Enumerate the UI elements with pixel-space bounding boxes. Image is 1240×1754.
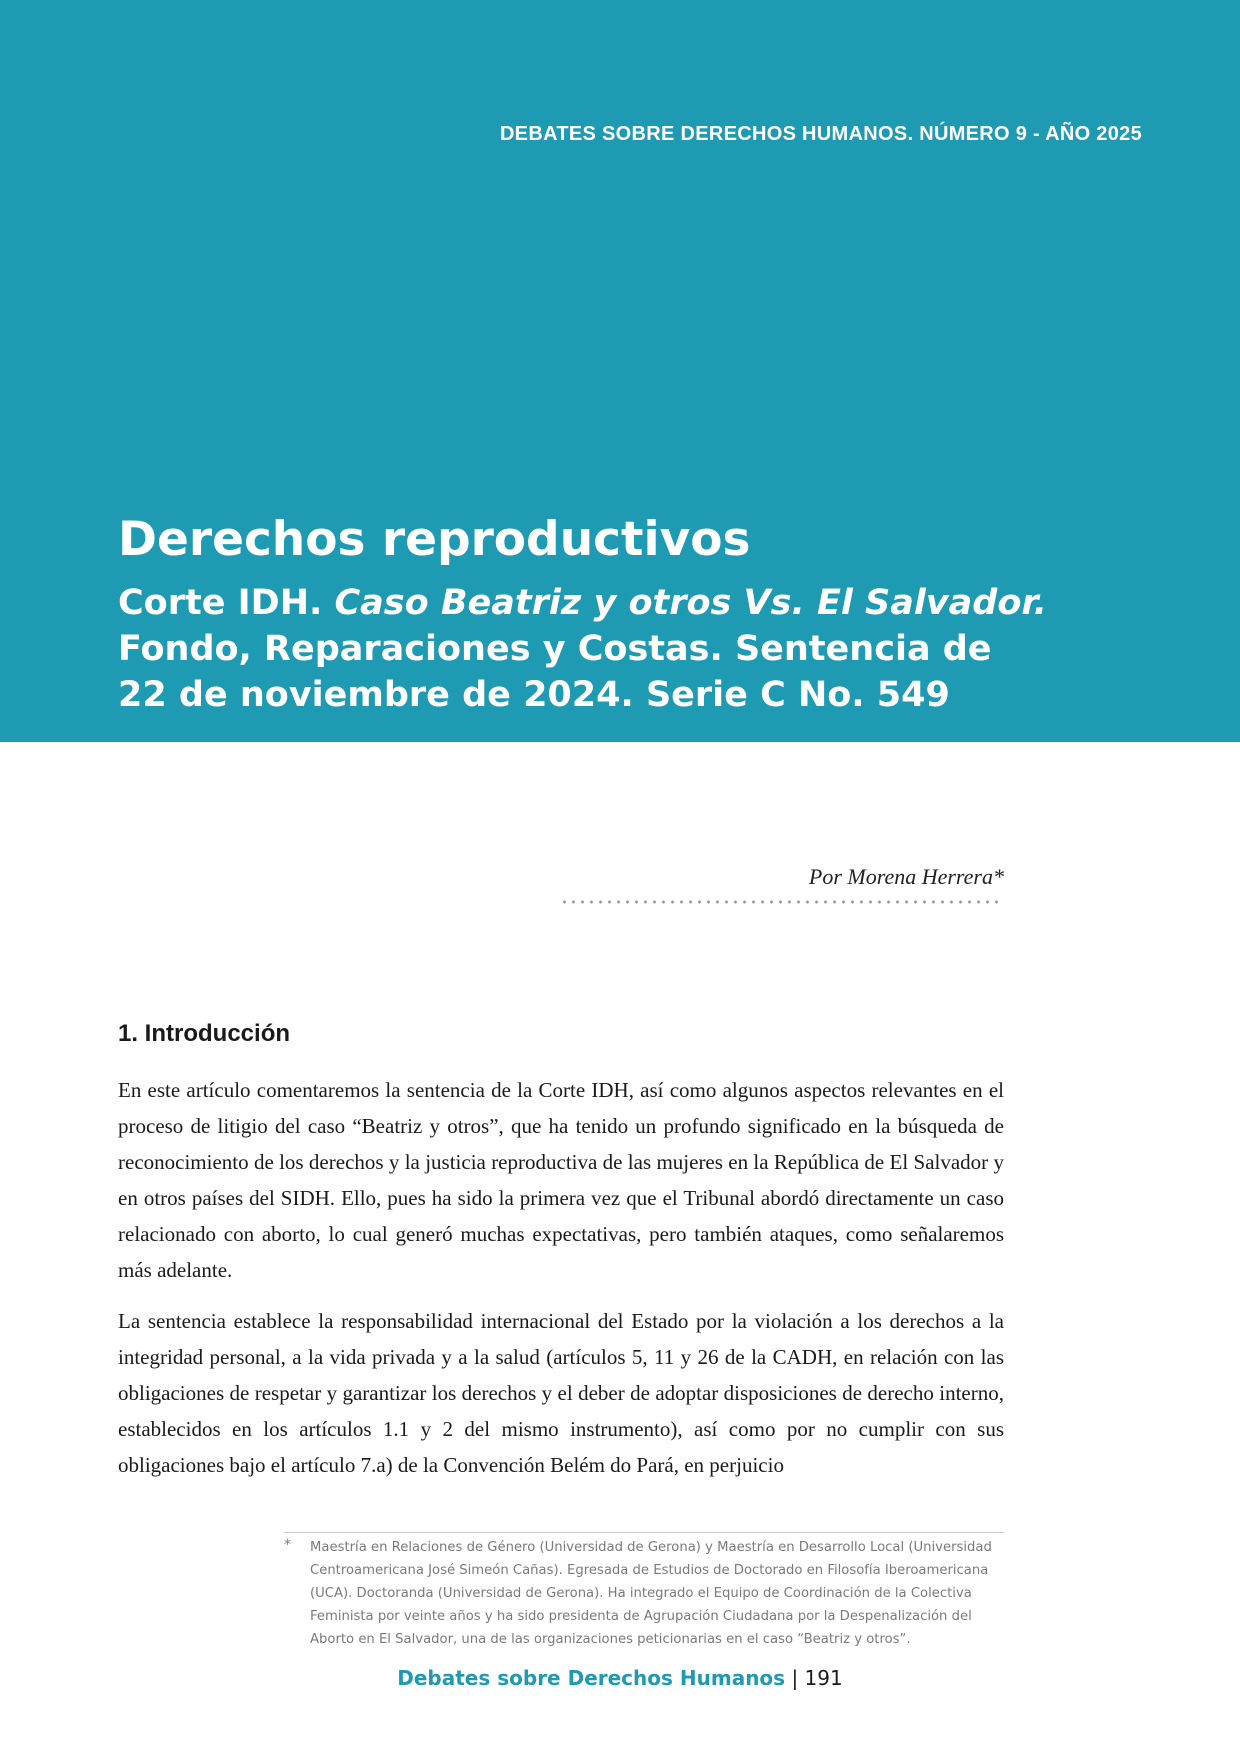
page-footer: [0, 1666, 1240, 1690]
subtitle-line-3: 22 de noviembre de 2024. Serie C No. 549: [118, 675, 950, 715]
body-paragraph-1: En este artículo comentaremos la sentencia de la Corte IDH, así como algunos aspectos relevantes en el proceso de litigio del caso “Beatriz y otros”, que ha tenido un profundo significado en la búsqueda de reconocimiento de los derechos y la justicia reproductiva de las mujeres en la República de El Salvador y en otros países del SIDH. Ello, pues ha sido la primera vez que el Tribunal abordó directamente un caso relacionado con aborto, lo cual generó muchas expectativas, pero también ataques, como señalaremos más adelante.: [118, 1078, 1004, 1282]
footnote-marker: *: [284, 1537, 291, 1553]
article-subtitle: [118, 580, 1118, 718]
footer-separator: |: [791, 1666, 799, 1690]
article-title: Derechos reproductivos: [118, 512, 751, 567]
footnote-divider: [284, 1532, 1004, 1533]
subtitle-case-name: Caso Beatriz y otros Vs. El Salvador.: [334, 583, 1047, 623]
footnote-text: Maestría en Relaciones de Género (Universidad de Gerona) y Maestría en Desarrollo Local (Universidad Centroamericana José Simeón Cañas). Egresada de Estudios de Doctorado en Filosofía Iberoamericana (UCA). Doctoranda (Universidad de Gerona). Ha integrado el Equipo de Coordinación de la Colectiva Feminista por veinte años y ha sido presidenta de Agrupación Ciudadana por la Despenalización del Aborto en El Salvador, una de las organizaciones peticionarias en el caso “Beatriz y otros”.: [310, 1540, 992, 1647]
journal-issue-line: DEBATES SOBRE DERECHOS HUMANOS. NÚMERO 9 - AÑO 2025: [499, 123, 1142, 145]
body-paragraph-2: La sentencia establece la responsabilidad internacional del Estado por la violación a los derechos a la integridad personal, a la vida privada y a la salud (artículos 5, 11 y 26 de la CADH, en relación con las obligaciones de respetar y garantizar los derechos y el deber de adoptar disposiciones de derecho interno, establecidos en los artículos 1.1 y 2 del mismo instrumento), así como por no cumplir con sus obligaciones bajo el artículo 7.a) de la Convención Belém do Pará, en perjuicio: [118, 1309, 1004, 1477]
subtitle-line-1: [118, 580, 1118, 626]
subtitle-line-2: Fondo, Reparaciones y Costas. Sentencia de: [118, 629, 992, 669]
page-number: 191: [804, 1666, 843, 1690]
author-dotted-rule: [560, 900, 1004, 904]
subtitle-prefix: Corte IDH.: [118, 583, 335, 623]
author-byline: Por Morena Herrera*: [808, 864, 1004, 889]
header-band: [0, 0, 1240, 742]
footer-journal-name: Debates sobre Derechos Humanos: [397, 1666, 786, 1690]
section-heading: 1. Introducción: [118, 1020, 291, 1047]
